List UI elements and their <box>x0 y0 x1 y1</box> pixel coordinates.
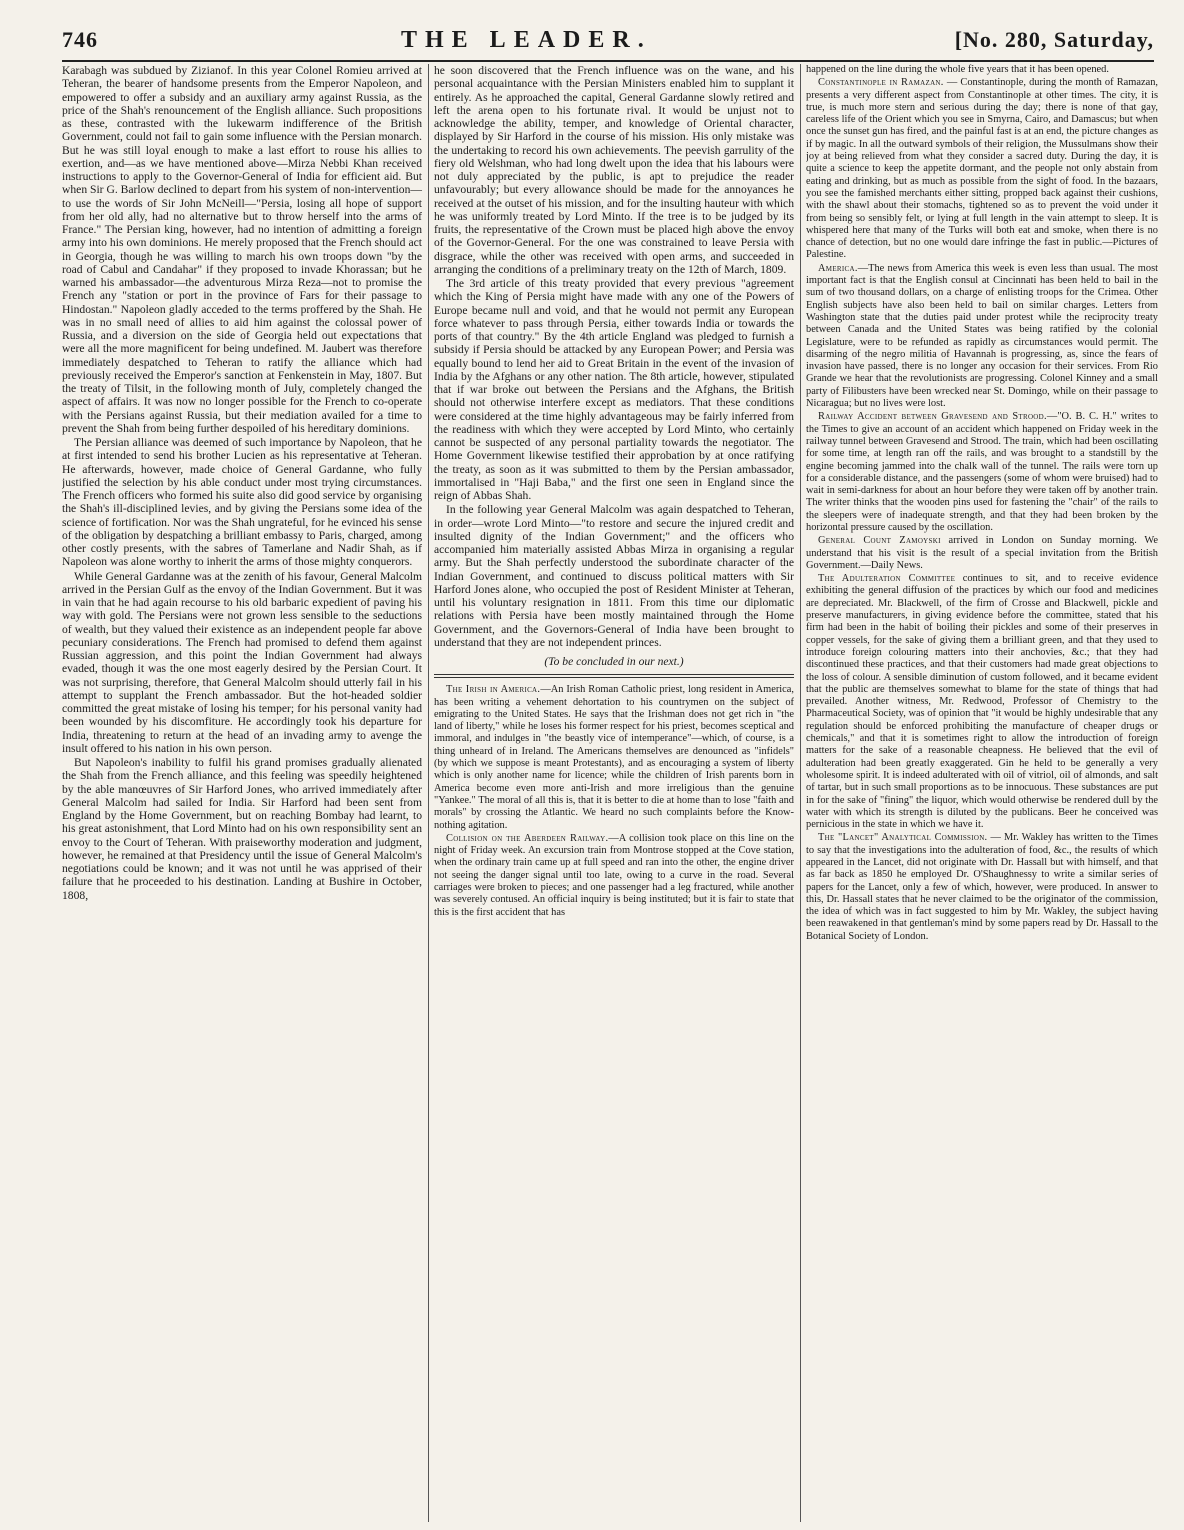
paragraph: happened on the line during the whole five years that it has been opened. <box>806 64 1109 75</box>
news-body: —An Irish Roman Catholic priest, long resident in America, has been writing a vehement dehortation to his countrymen on the subject of emigrating to the United States. He says that the Irishman does not get rich in "the land of liberty," while he loses his former respect for his priest, becomes sceptical and immoral, and indulges in "the beastly vice of intemperance"—which, of course, is a thing unheard of in Ireland. The Americans themselves are denounced as "infidels" (by which we suppose is meant Protestants), and as encouraging a system of liberty which is only another name for licence; while the children of Irish parents born in America become even more anti-Irish and more irreligious than the genuine "Yankee." The moral of all this is, that it is better to die at home than to lose "faith and morals" by crossing the Atlantic. We heard no such complaints before the Know-nothing agitation. <box>434 684 794 831</box>
newspaper-title: THE LEADER. <box>401 26 652 53</box>
column-3 <box>806 64 1158 1522</box>
paragraph: In the following year General Malcolm was again despatched to Teheran, in order—wrote Lord Minto—"to restore and secure the injured credit and insulted dignity of the Indian Government;" and the officers who accompanied him materially assisted Abbas Mirza in organising a regular army. But the Shah perfectly understood the subordinate character of the Indian Government, and continued to discuss political matters with Sir Harford Jones alone, who occupied the post of Resident Minister at Teheran, until his voluntary resignation in 1811. From this time our diplomatic relations with Persia have been mostly maintained through the Home Government, and the Governors-General of India have been brought to understand that they are not independent princes. <box>434 503 794 649</box>
news-body: —The news from America this week is even less than usual. The most important fact is that the English consul at Cincinnati has been held to bail in the sum of two thousand dollars, on a charge of enlisting troops for the Crimea. Other English subjects have also been held to bail on similar charges. Letters from Washington state that the duties paid under protest while the reciprocity treaty between Canada and the United States was being ratified by the colonial Legislature, were to be refunded as rapidly as circumstances would permit. The disarming of the negro militia of Havannah is progressing, as, since the fears of invasion have passed, there is no longer any occasion for their services. From Rio Grande we hear that the revolutionists are progressing. Colonel Kinney and a small party of Filibusters have been wrecked near St. Domingo, while on their passage to Nicaragua; but no lives were lost. <box>806 262 1158 410</box>
paragraph: he soon discovered that the French influence was on the wane, and his personal acquaintance with the Persian Ministers enabled him to supplant it entirely. As he approached the capital, General Gardanne slowly retired and left the arena open to his fortunate rival. It would be unjust not to acknowledge the ability, temper, and knowledge of Oriental character, displayed by Sir Harford in the course of his mission. His only mistake was the undertaking to record his own achievements. The peevish garrulity of the fiery old Welshman, who had long dwelt upon the idea that his labours were not duly appreciated by the public, is apt to prejudice the reader unfavourably; but every allowance should be made for the annoyances he received at the outset of his mission, and for the insulting hauteur with which he was uniformly treated by Lord Minto. If the tree is to be judged by its fruits, the representative of the Crown must be placed high above the envoy of the Governor-General. For the one was constrained to leave Persia with disgrace, while the other was received with open arms, and succeeded in arranging the conditions of a preliminary treaty on the 12th of March, 1809. <box>434 64 794 276</box>
divider <box>434 674 794 678</box>
news-body: arrived in London on Sunday morning. We understand that his visit is the result of a special invitation from the British Government.—Daily News. <box>806 535 1158 571</box>
news-body: — Mr. Wakley has written to the Times to say that the investigations into the adulteration of food, &c., the results of which appeared in the Lancet, did not originate with Dr. Hassall but with himself, and that as far back as 1850 he employed Dr. O'Shaughnessy to write a similar series of papers for the Lancet, only a few of which, however, were produced. In answer to this, Dr. Hassall states that he never claimed to be the originator of the commission, the idea of which was in fact suggested to him by Mr. Wakley, the subject having been reawakened in that gentleman's mind by some papers read by Dr. Hassall to the Botanical Society of London. <box>806 832 1158 942</box>
paragraph: Karabagh was subdued by Zizianof. In this year Colonel Romieu arrived at Teheran, the bearer of handsome presents from the Emperor Napoleon, and empowered to offer a subsidy and an auxiliary army against Russia, as the price of the Shah's renouncement of the English alliance. Such propositions as these, contrasted with the lukewarm indifference of the British Government, could not fail to gain some influence with the Persian monarch. But he was still loyal enough to make a last effort to rouse his allies to exertion, and—as we have mentioned above—Mirza Nebbi Khan received instructions to apply to the Governor-General of India for efficient aid. But when Sir G. Barlow declined to depart from his system of non-intervention—to use the words of Sir John McNeill—"Persia, losing all hope of support from her old ally, had no alternative but to throw herself into the arms of France." The Persian king, however, had no intention of admitting a foreign army into his own dominions. He merely proposed that the French should act in Georgia, though he was willing to march his own troops down "by the road of Cabul and Candahar" if they proposed to invade Khorassan; but he warned his ambassador—the adventurous Mirza Reza—not to promise the French any "station or port in the province of Fars for their passage to Hindostan." Napoleon gladly acceded to the terms proffered by the Shah. He was in no small need of allies to aid him against the colossal power of Russia, and a diversion on the side of Georgia held out expectations that were all the more magnificent for being undefined. M. Jaubert was therefore immediately despatched to Teheran to ratify the alliance which had previously received the Emperor's sanction at Fenkenstein in May, 1807. But the treaty of Tilsit, in the following month of July, completely changed the aspect of affairs. It was now no longer possible for the French to co-operate with the Persians against Russia, but their mediation availed for a time to prevent the Shah from being further despoiled of his hereditary dominions. <box>62 64 422 435</box>
news-headline: The "Lancet" Analytical Commission. <box>818 832 988 844</box>
news-item <box>806 77 1158 261</box>
column-1 <box>62 64 429 1522</box>
news-item <box>806 263 1158 411</box>
news-item <box>806 573 1158 831</box>
issue-info: [No. 280, Saturday, <box>954 27 1154 52</box>
news-headline: Railway Accident between Gravesend and Strood. <box>818 411 1047 423</box>
news-item <box>806 411 1158 534</box>
page-number: 746 <box>62 27 98 52</box>
news-headline: General Count Zamoyski <box>818 535 941 547</box>
news-headline: America. <box>818 262 858 274</box>
paragraph: But Napoleon's inability to fulfil his grand promises gradually alienated the Shah from the French alliance, and this feeling was speedily heightened by the able manœuvres of Sir Harford Jones, who arrived immediately after General Malcolm had sailed for India. Sir Harford had been sent from England by the Home Government, but on reaching Bombay had learnt, to his great astonishment, that Lord Minto had on his own responsibility sent an envoy to the Court of Teheran. With praiseworthy moderation and judgment, however, he remained at that Presidency until the issue of General Malcolm's negotiations could be known; and it was not until he was apprised of their failure that he proceeded to his destination. Landing at Bushire in October, 1808, <box>62 756 422 902</box>
news-headline: The Irish in America. <box>446 684 541 696</box>
news-body: —"O. B. C. H." writes to the Times to give an account of an accident which happened on Friday week in the railway tunnel between Gravesend and Strood. The train, which had been oscillating for some time, at length ran off the rails, and was brought to a standstill by the engine becoming jammed into the chalk wall of the tunnel. The rails were torn up for a considerable distance, and the passengers (some of whom were bruised) had to wait in semi-darkness for about an hour before they were taken off by another train. The writer thinks that the wooden pins used for fastening the "chair" of the rails to the sleepers were of inadequate strength, and that they had been broken by the horizontal pressure caused by the oscillation. <box>806 411 1158 533</box>
continuation-note: (To be concluded in our next.) <box>544 655 684 668</box>
news-headline: Constantinople in Ramazan. <box>818 77 944 89</box>
news-item <box>806 832 1158 943</box>
news-item <box>806 535 1158 572</box>
news-item-collision <box>434 833 794 919</box>
news-body: — Constantinople, during the month of Ramazan, presents a very different aspect from Constantinople at other times. The city, it is true, is much more stern and serious during the day; there is none of that gay, careless life of the Orient which you see in Smyrna, Cairo, and Damascus; but when once the sunset gun has fired, and the painful fast is at an end, the picture changes as if by magic. In all the outward symbols of their religion, the Mussulmans show their joy at being relieved from what they consider a sacred duty. During the day, it is quite a science to keep the appetite dormant, and the people not only abstain from eating and drinking, but as much as possible from the sight of food. In the bazaars, you see the famished merchants either sitting, propped back against their cushions, with the shawl about their stomachs, tightened so as to prevent the void under it from being so sensibly felt, or lying at full length in the vain attempt to sleep. It is whispered here that many of the Turks will both eat and smoke, when there is no chance of detection, but no one would dare infringe the fast in public.—Pictures of Palestine. <box>806 77 1158 261</box>
paragraph: The 3rd article of this treaty provided that every previous "agreement which the King of Persia might have made with any one of the Powers of Europe became null and void, and that he would not permit any European force whatever to pass through Persia, either towards India or towards the ports of that country." By the 4th article England was pledged to furnish a subsidy if Persia should be attacked by any European Power; and Persia was equally bound to lend her aid to Great Britain in the event of the invasion of India by the Afghans or any other nation. The 8th article, however, stipulated that if war broke out between the Persians and the Afghans, the British should not otherwise interfere except as mediators. That these conditions were considered at the time highly advantageous may be fairly inferred from the readiness with which they were accepted by Lord Minto, who certainly cannot be suspected of any personal partiality towards the negotiator. The Home Government likewise testified their approbation by at once ratifying the treaty, as soon as it was submitted to them by the Persian ambassador, immortalised in "Haji Baba," and the first one seen in England since the reign of Abbas Shah. <box>434 277 794 502</box>
paragraph: The Persian alliance was deemed of such importance by Napoleon, that he at first intended to send his brother Lucien as his representative at Teheran. He afterwards, however, made choice of General Gardanne, who fully justified the selection by his able conduct under most trying circumstances. The French officers who formed his suite also did good service by organising the Shah's ill-disciplined levies, and by giving the Persians some idea of the science of fortification. Nor was the Shah ungrateful, for he evinced his sense of the obligation by despatching a brilliant embassy to Paris, charged, among other costly presents, with the sabres of Tamerlane and Nadir Shah, as if Napoleon was alone worthy to inherit the arms of those mighty conquerors. <box>62 436 422 569</box>
news-headline: Collision on the Aberdeen Railway. <box>446 832 609 844</box>
masthead <box>62 20 1154 62</box>
news-body: continues to sit, and to receive evidence exhibiting the general diffusion of the practices by which our food and medicines are depreciated. Mr. Blackwell, of the firm of Crosse and Blackwell, pickle and preserve manufacturers, in giving evidence before the committee, stated that his firm had been in the habit of boiling their pickles and some of their preserves in copper vessels, for the sake of giving them a brilliant green, and that they used to introduce foreign colouring matters into their anchovies, &c.; that they had discontinued these practices, and that their customers had made great objections to the loss of colour. A sensible diminution of custom followed, and it became evident that the public are themselves somewhat to blame for the state of things that had prevailed. Another witness, Mr. Redwood, Professor of Chemistry to the Pharmaceutical Society, was of opinion that "it would be highly undesirable that any regulation should be enforced prohibiting the manufacture of cheaper drugs or chemicals," and that it is sometimes right to allow the introduction of foreign matters for the sake of a reasonable cheapness. He believed that the evil of adulteration had been greatly exaggerated. Gin he held to be generally a very wholesome spirit. It is indeed adulterated with oil of vitriol, oil of almonds, and salt of tartar, but in such small proportions as to be innocuous. These substances are put in for the sake of "fining" the liquor, which would otherwise be rendered dull by the water with which its strength is diluted by the publicans. Beer he conceived was pernicious in the state in which we have it. <box>806 573 1158 831</box>
column-2 <box>434 64 801 1522</box>
news-headline: The Adulteration Committee <box>818 573 956 585</box>
paragraph: While General Gardanne was at the zenith of his favour, General Malcolm arrived in the Persian Gulf as the envoy of the Indian Government. But it was in vain that he had again recourse to his old barbaric expedient of paving his way with gold. The Persians were not grown less sensible to the seductions of wealth, but they valued their existence as an independent people far above pecuniary considerations. The French had promised to defend them against Russian aggression, and this point the Indian Government had always evaded, though it was the one most eagerly desired by the Persian Court. It was not surprising, therefore, that General Malcolm should utterly fail in his attempt to supplant the French ambassador. But the hot-headed soldier committed the great mistake of losing his temper; for his personal vanity had been wounded by his discomfiture. He accordingly took his departure for India, threatening to return at the head of an invading army to avenge the insult offered to his nation in his own person. <box>62 569 422 755</box>
news-body: —A collision took place on this line on the night of Friday week. An excursion train from Montrose stopped at the Cove station, when the ordinary train came up at full speed and ran into the other, the engine driver not seeing the danger signal until too late, owing to a curve in the road. Several carriages were broken to pieces; and one passenger had a leg fractured, while another was severely contused. An official inquiry is being instituted; but it is fair to state that this is the first accident that has <box>434 832 794 918</box>
news-item-irish <box>434 684 794 832</box>
